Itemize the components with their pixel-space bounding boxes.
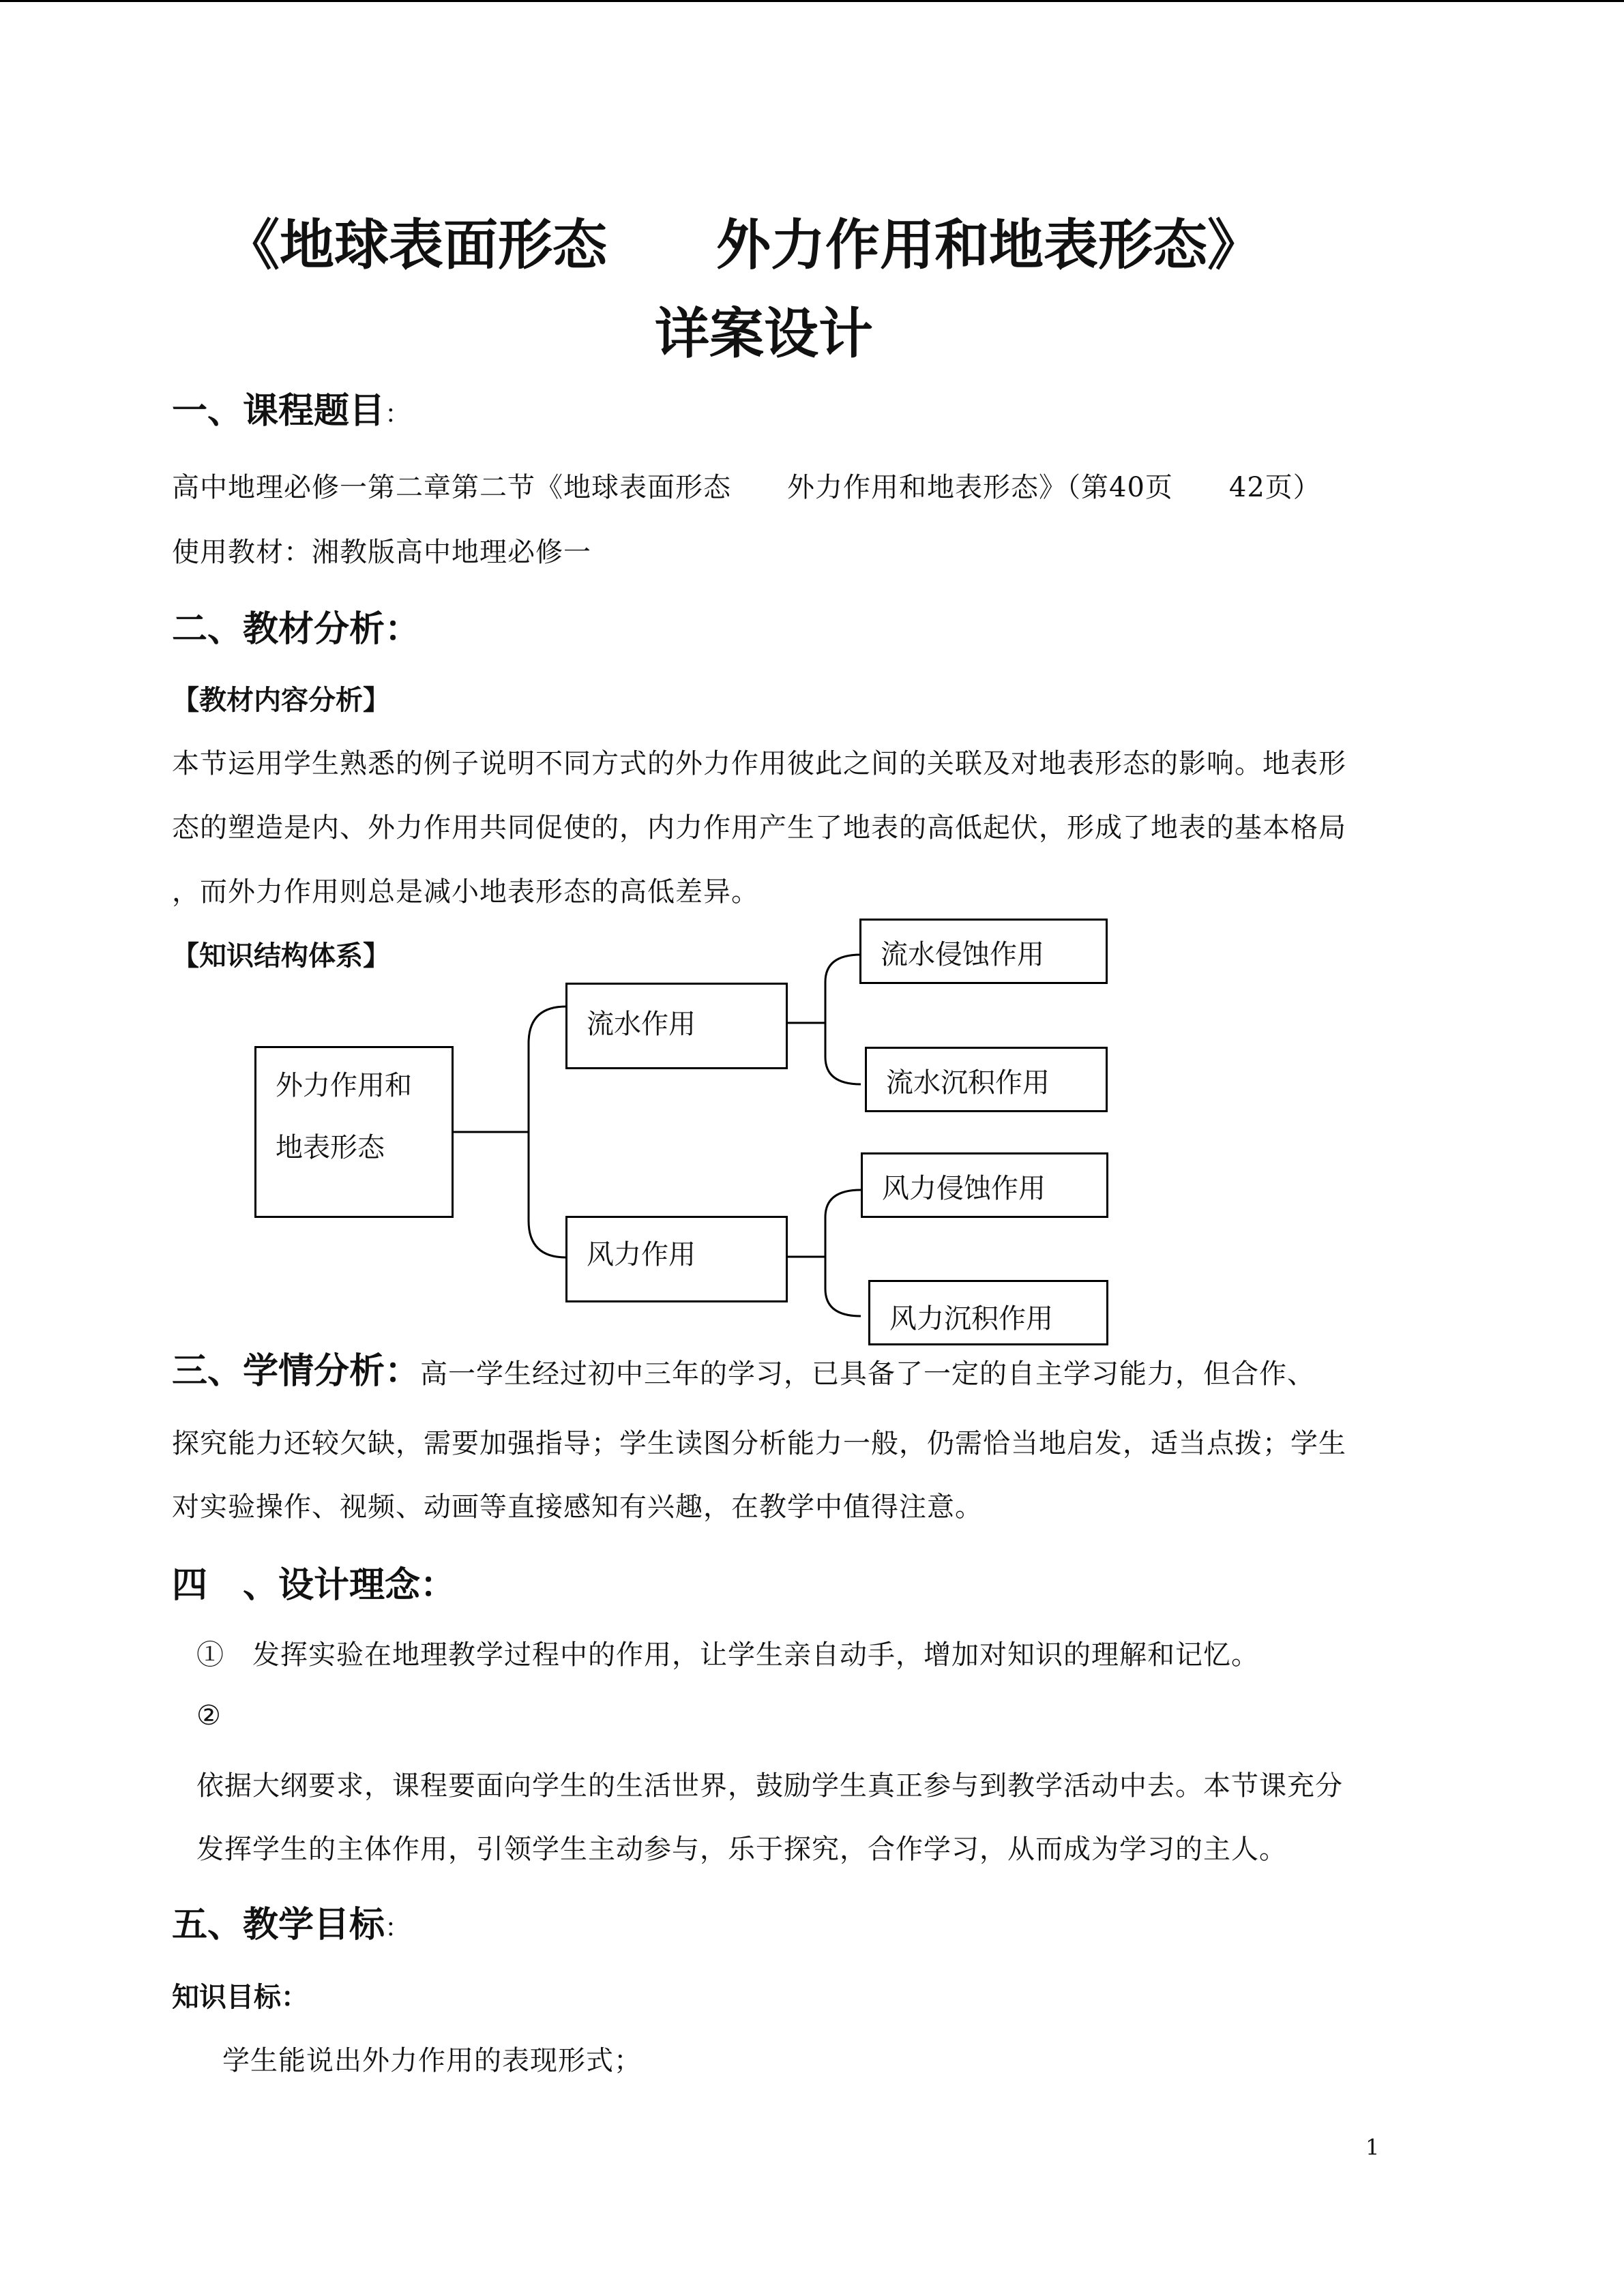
diagram-leaf-wind-erosion: 风力侵蚀作用 [861, 1152, 1108, 1218]
section4-item-2-marker: ② [196, 1700, 222, 1731]
section1-course-line: 高中地理必修一第二章第二节《地球表面形态 外力作用和地表形态》（第40页 42页） [172, 472, 1321, 503]
section5-heading-text: 五、教学目标 [172, 1905, 385, 1945]
section1-textbook-line: 使用教材：湘教版高中地理必修一 [172, 537, 591, 568]
diagram-root-line-1: 外力作用和 [276, 1070, 412, 1101]
section4-item-2-line-1: 依据大纲要求，课程要面向学生的生活世界，鼓励学生真正参与到教学活动中去。本节课充分 [196, 1770, 1343, 1802]
page-number: 1 [1365, 2134, 1380, 2160]
section5-heading [172, 1896, 411, 1947]
section2-paragraph-line-3: ，而外力作用则总是减小地表形态的高低差异。 [172, 876, 759, 908]
section4-item-2-line-2: 发挥学生的主体作用，引领学生主动参与，乐于探究，合作学习，从而成为学习的主人。 [196, 1834, 1287, 1865]
section3-line-3: 对实验操作、视频、动画等直接感知有兴趣，在教学中值得注意。 [172, 1491, 983, 1523]
section5-line-1: 学生能说出外力作用的表现形式； [222, 2045, 642, 2076]
diagram-leaf-water-erosion: 流水侵蚀作用 [859, 919, 1108, 984]
section2-subheading-structure: 【知识结构体系】 [172, 940, 390, 972]
section5-heading-colon: ： [385, 1913, 411, 1943]
section1-heading-text: 一、课程题目 [172, 391, 385, 432]
document-title: 《地球表面形态 外力作用和地表形态》 [225, 213, 1262, 277]
section5-subheading-knowledge: 知识目标： [172, 1982, 308, 2013]
diagram-root-box [254, 1046, 454, 1218]
section2-paragraph-line-2: 态的塑造是内、外力作用共同促使的，内力作用产生了地表的高低起伏，形成了地表的基本格局 [172, 812, 1346, 844]
diagram-leaf-water-deposition: 流水沉积作用 [865, 1047, 1108, 1112]
section2-heading: 二、教材分析： [172, 609, 421, 650]
document-subtitle: 详案设计 [655, 302, 873, 366]
section1-heading-colon: ： [385, 399, 411, 429]
section2-subheading-content: 【教材内容分析】 [172, 685, 390, 716]
diagram-leaf-wind-deposition: 风力沉积作用 [868, 1280, 1108, 1345]
diagram-branch-wind: 风力作用 [565, 1216, 788, 1302]
section4-item-1: ① 发挥实验在地理教学过程中的作用，让学生亲自动手，增加对知识的理解和记忆。 [196, 1639, 1259, 1671]
section3-line-2: 探究能力还较欠缺，需要加强指导；学生读图分析能力一般，仍需恰当地启发，适当点拨；学生 [172, 1428, 1346, 1459]
section4-heading: 四 、设计理念： [172, 1565, 456, 1606]
diagram-branch-water: 流水作用 [565, 983, 788, 1069]
section3-first-line [172, 1342, 1315, 1393]
section3-line-1: 高一学生经过初中三年的学习，已具备了一定的自主学习能力，但合作、 [420, 1358, 1316, 1390]
section2-paragraph-line-1: 本节运用学生熟悉的例子说明不同方式的外力作用彼此之间的关联及对地表形态的影响。地表形 [172, 748, 1346, 779]
diagram-root-line-2: 地表形态 [276, 1132, 385, 1163]
section3-heading: 三、学情分析： [172, 1351, 421, 1392]
